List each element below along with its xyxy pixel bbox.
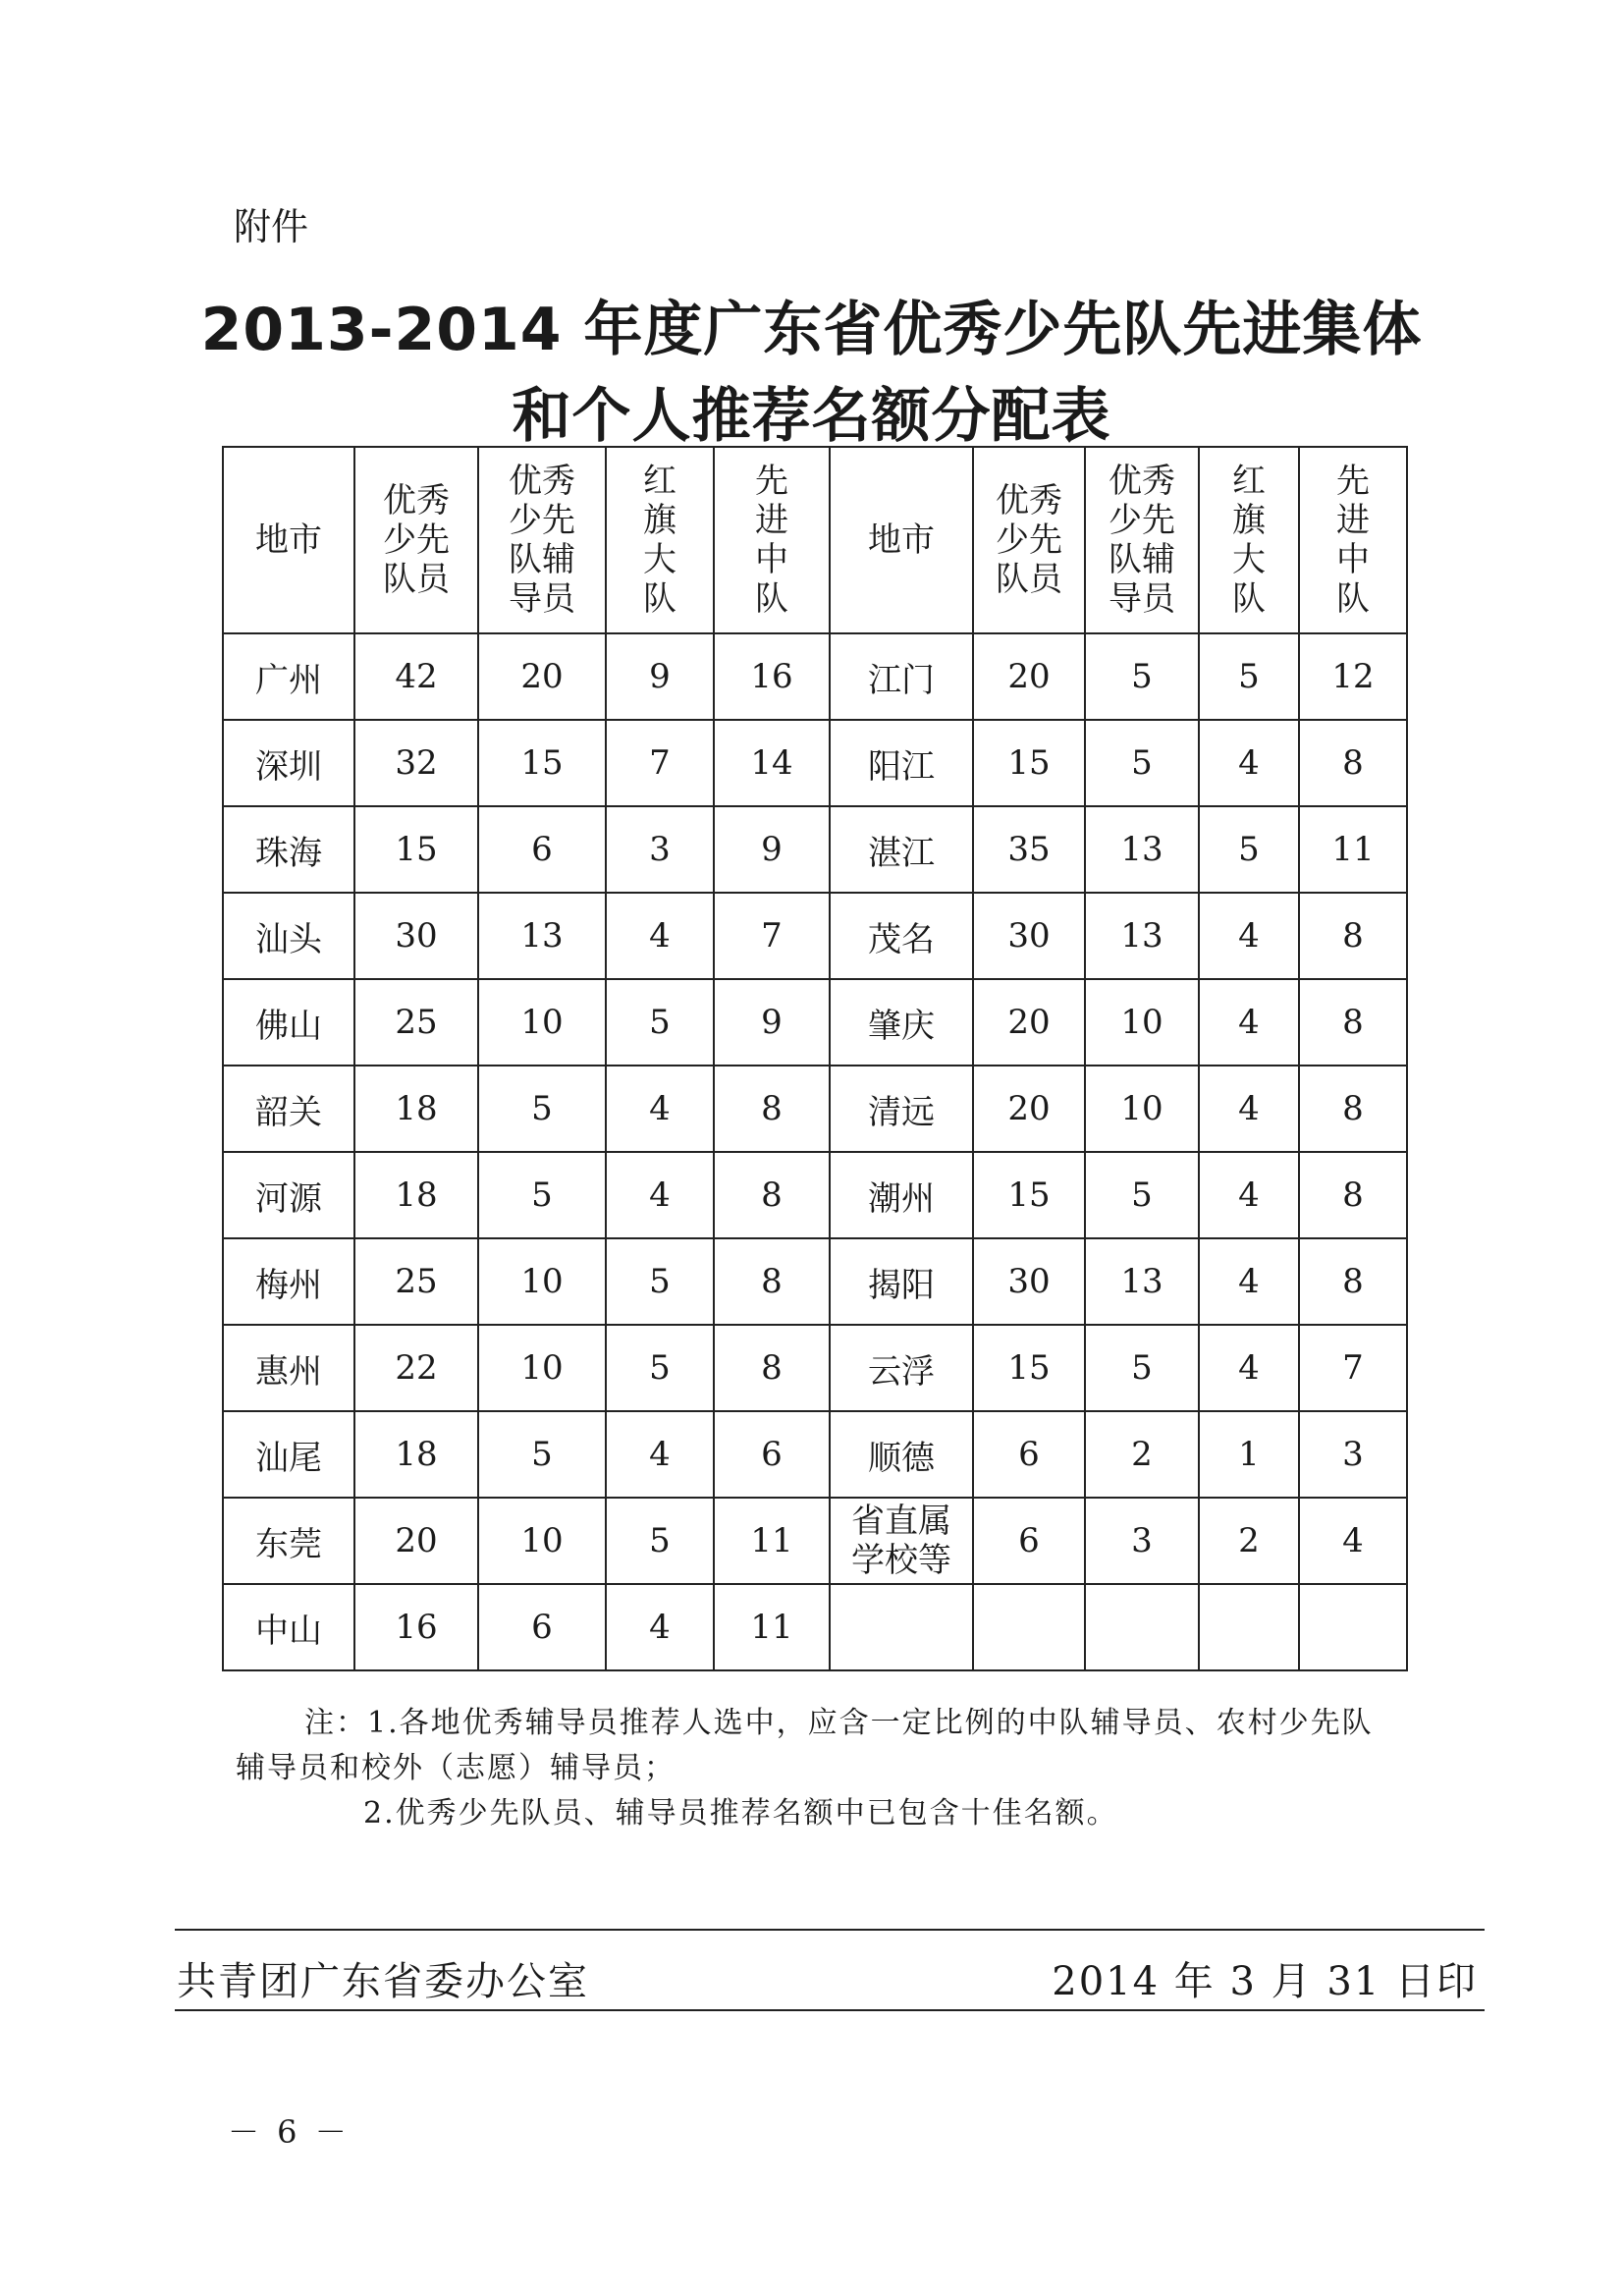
quota-cell: 10: [478, 979, 606, 1066]
quota-cell: 25: [354, 979, 478, 1066]
quota-cell: 5: [1085, 1152, 1199, 1238]
quota-cell: 13: [478, 893, 606, 979]
city-cell: 云浮: [830, 1325, 973, 1411]
quota-cell: 11: [714, 1584, 830, 1670]
table-row: [223, 1238, 1407, 1325]
city-cell: 中山: [223, 1584, 354, 1670]
quota-cell: 9: [714, 979, 830, 1066]
quota-cell: 4: [606, 1411, 714, 1498]
quota-cell: 8: [1299, 979, 1407, 1066]
quota-cell: 8: [1299, 1152, 1407, 1238]
quota-cell: 6: [973, 1498, 1085, 1584]
notes: [236, 1701, 1394, 1836]
table-body: [223, 633, 1407, 1670]
document-title-line-2: 和个人推荐名额分配表: [512, 382, 1111, 451]
table-header-row: [223, 447, 1407, 633]
quota-cell: 25: [354, 1238, 478, 1325]
table-row: [223, 1498, 1407, 1584]
quota-cell: 20: [478, 633, 606, 720]
quota-cell: 15: [973, 1152, 1085, 1238]
quota-cell: 9: [714, 806, 830, 893]
quota-cell: 4: [606, 893, 714, 979]
city-cell: 梅州: [223, 1238, 354, 1325]
quota-cell: 20: [354, 1498, 478, 1584]
quota-cell: 5: [606, 1498, 714, 1584]
header-outstanding-pioneer-left: 优秀少先队员: [354, 447, 478, 633]
quota-cell: 30: [973, 1238, 1085, 1325]
quota-cell: 18: [354, 1411, 478, 1498]
quota-cell: 16: [354, 1584, 478, 1670]
quota-cell: 15: [973, 720, 1085, 806]
quota-cell: 13: [1085, 893, 1199, 979]
header-red-flag-brigade-right: 红旗大队: [1199, 447, 1299, 633]
quota-cell: 8: [714, 1066, 830, 1152]
quota-cell: 5: [1199, 806, 1299, 893]
quota-cell: 5: [1199, 633, 1299, 720]
table-row: [223, 806, 1407, 893]
quota-cell: [1299, 1584, 1407, 1670]
quota-cell: 10: [478, 1325, 606, 1411]
attachment-label: 附件: [234, 205, 309, 248]
note-1: 注：1.各地优秀辅导员推荐人选中，应含一定比例的中队辅导员、农村少先队辅导员和校外（志愿）辅导员；: [236, 1706, 1374, 1785]
quota-cell: 15: [354, 806, 478, 893]
quota-cell: 9: [606, 633, 714, 720]
quota-cell: 20: [973, 633, 1085, 720]
quota-cell: 12: [1299, 633, 1407, 720]
city-cell: 顺德: [830, 1411, 973, 1498]
quota-cell: 14: [714, 720, 830, 806]
city-cell: 佛山: [223, 979, 354, 1066]
quota-cell: 30: [354, 893, 478, 979]
document-title-line-1: 2013-2014 年度广东省优秀少先队先进集体: [200, 296, 1423, 364]
quota-cell: 2: [1085, 1411, 1199, 1498]
quota-cell: 10: [478, 1498, 606, 1584]
page-number: － 6 －: [228, 2113, 351, 2151]
quota-cell: 10: [478, 1238, 606, 1325]
quota-cell: 42: [354, 633, 478, 720]
print-date: 2014 年 3 月 31 日印: [1052, 1959, 1478, 2004]
quota-cell: 15: [973, 1325, 1085, 1411]
quota-cell: 18: [354, 1066, 478, 1152]
quota-cell: 5: [1085, 720, 1199, 806]
city-cell: 湛江: [830, 806, 973, 893]
quota-cell: 5: [1085, 1325, 1199, 1411]
quota-cell: 6: [478, 1584, 606, 1670]
quota-cell: 8: [1299, 893, 1407, 979]
header-city-left: 地市: [223, 447, 354, 633]
quota-cell: 5: [478, 1152, 606, 1238]
quota-cell: 4: [1199, 1066, 1299, 1152]
city-cell: 阳江: [830, 720, 973, 806]
quota-cell: 3: [1299, 1411, 1407, 1498]
quota-cell: 13: [1085, 806, 1199, 893]
city-cell: 珠海: [223, 806, 354, 893]
city-cell: 肇庆: [830, 979, 973, 1066]
quota-cell: 32: [354, 720, 478, 806]
footer-top-rule: [175, 1929, 1485, 1931]
quota-cell: 6: [478, 806, 606, 893]
quota-cell: 15: [478, 720, 606, 806]
table-row: [223, 1066, 1407, 1152]
quota-cell: 13: [1085, 1238, 1199, 1325]
issuer: 共青团广东省委办公室: [177, 1959, 589, 2004]
quota-cell: 4: [1199, 1238, 1299, 1325]
quota-cell: 4: [1199, 893, 1299, 979]
quota-cell: 5: [606, 1238, 714, 1325]
quota-cell: 20: [973, 1066, 1085, 1152]
header-outstanding-counselor-left: 优秀少先队辅导员: [478, 447, 606, 633]
quota-cell: 11: [1299, 806, 1407, 893]
quota-cell: 22: [354, 1325, 478, 1411]
city-cell: 茂名: [830, 893, 973, 979]
quota-cell: 30: [973, 893, 1085, 979]
quota-cell: 4: [606, 1066, 714, 1152]
footer-bottom-rule: [175, 2009, 1485, 2011]
quota-cell: 8: [1299, 1066, 1407, 1152]
quota-cell: 3: [606, 806, 714, 893]
quota-cell: 5: [478, 1066, 606, 1152]
note-2: 2.优秀少先队员、辅导员推荐名额中已包含十佳名额。: [363, 1796, 1118, 1831]
city-cell: 清远: [830, 1066, 973, 1152]
quota-cell: 1: [1199, 1411, 1299, 1498]
quota-cell: 18: [354, 1152, 478, 1238]
quota-cell: 4: [606, 1584, 714, 1670]
quota-table: [222, 446, 1408, 1671]
quota-cell: 4: [1199, 1325, 1299, 1411]
table-row: [223, 633, 1407, 720]
city-cell: 广州: [223, 633, 354, 720]
city-cell: 惠州: [223, 1325, 354, 1411]
city-cell: 河源: [223, 1152, 354, 1238]
quota-cell: 8: [714, 1152, 830, 1238]
quota-cell: 5: [478, 1411, 606, 1498]
quota-cell: 4: [1199, 1152, 1299, 1238]
city-cell: 揭阳: [830, 1238, 973, 1325]
city-cell: 汕尾: [223, 1411, 354, 1498]
city-cell: 深圳: [223, 720, 354, 806]
quota-cell: 20: [973, 979, 1085, 1066]
table-row: [223, 979, 1407, 1066]
quota-cell: 7: [606, 720, 714, 806]
table-row: [223, 1152, 1407, 1238]
table-row: [223, 1411, 1407, 1498]
table-row: [223, 893, 1407, 979]
quota-cell: 8: [714, 1238, 830, 1325]
quota-cell: 7: [714, 893, 830, 979]
city-cell: 潮州: [830, 1152, 973, 1238]
quota-cell: 5: [1085, 633, 1199, 720]
quota-cell: 7: [1299, 1325, 1407, 1411]
quota-cell: 16: [714, 633, 830, 720]
quota-cell: 35: [973, 806, 1085, 893]
quota-cell: 11: [714, 1498, 830, 1584]
quota-cell: 3: [1085, 1498, 1199, 1584]
header-city-right: 地市: [830, 447, 973, 633]
quota-cell: [1199, 1584, 1299, 1670]
quota-cell: 5: [606, 979, 714, 1066]
quota-cell: 2: [1199, 1498, 1299, 1584]
quota-cell: 10: [1085, 1066, 1199, 1152]
header-advanced-squadron-right: 先进中队: [1299, 447, 1407, 633]
city-cell: 江门: [830, 633, 973, 720]
table-row: [223, 1325, 1407, 1411]
city-cell: 汕头: [223, 893, 354, 979]
quota-cell: 4: [606, 1152, 714, 1238]
header-outstanding-counselor-right: 优秀少先队辅导员: [1085, 447, 1199, 633]
city-cell: 韶关: [223, 1066, 354, 1152]
quota-cell: 5: [606, 1325, 714, 1411]
quota-cell: 8: [714, 1325, 830, 1411]
quota-cell: 8: [1299, 1238, 1407, 1325]
quota-cell: 4: [1199, 720, 1299, 806]
quota-cell: 4: [1299, 1498, 1407, 1584]
header-advanced-squadron-left: 先进中队: [714, 447, 830, 633]
quota-cell: [1085, 1584, 1199, 1670]
table-row: [223, 1584, 1407, 1670]
header-red-flag-brigade-left: 红旗大队: [606, 447, 714, 633]
header-outstanding-pioneer-right: 优秀少先队员: [973, 447, 1085, 633]
city-cell: [830, 1584, 973, 1670]
city-cell: 省直属学校等: [830, 1498, 973, 1584]
quota-cell: 6: [714, 1411, 830, 1498]
city-cell: 东莞: [223, 1498, 354, 1584]
quota-cell: 10: [1085, 979, 1199, 1066]
quota-cell: 8: [1299, 720, 1407, 806]
quota-cell: 6: [973, 1411, 1085, 1498]
table-row: [223, 720, 1407, 806]
quota-cell: 4: [1199, 979, 1299, 1066]
quota-cell: [973, 1584, 1085, 1670]
